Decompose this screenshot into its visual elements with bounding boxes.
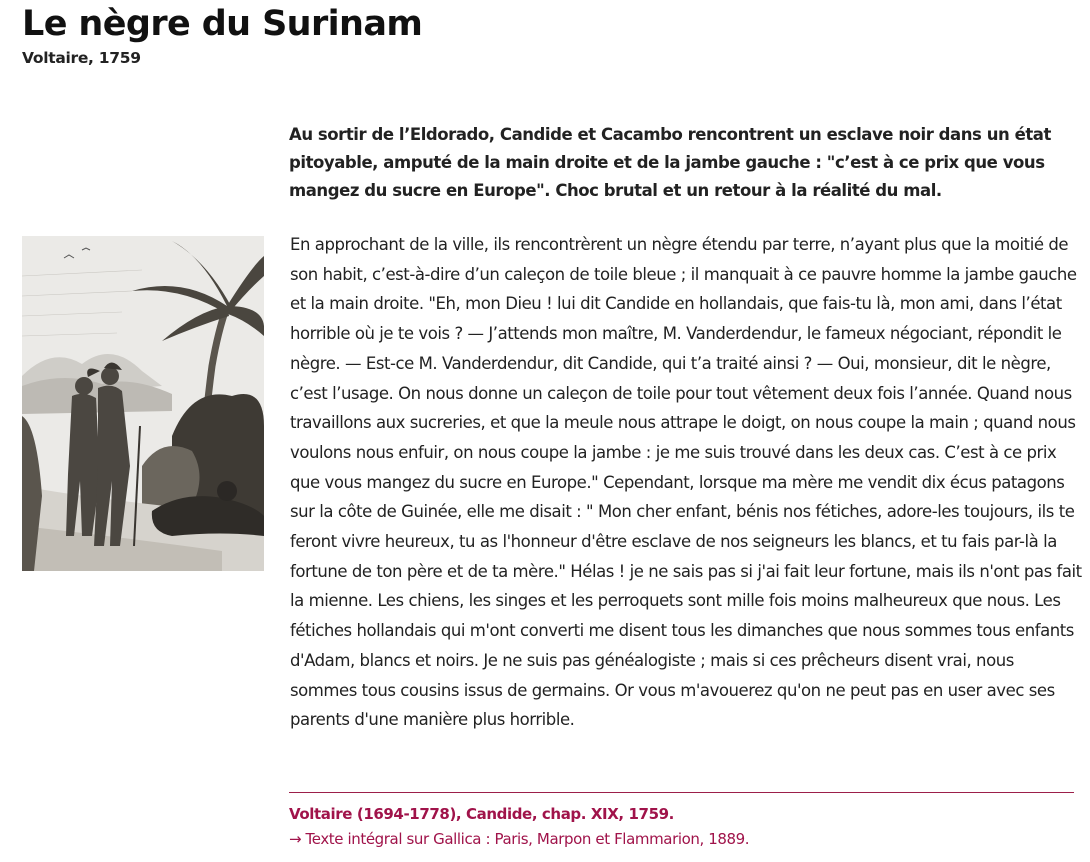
gallica-link[interactable]: → Texte intégral sur Gallica : Paris, Marpon et Flammarion, 1889. (289, 830, 750, 848)
page-title: Le nègre du Surinam (22, 4, 423, 44)
source-citation: Voltaire (1694-1778), Candide, chap. XIX, 1759. (289, 805, 674, 823)
page-subtitle: Voltaire, 1759 (22, 49, 141, 67)
engraving-image (22, 236, 264, 571)
intro-paragraph: Au sortir de l’Eldorado, Candide et Cacambo rencontrent un esclave noir dans un état pitoyable, amputé de la main droite et de la jambe gauche : "c’est à ce prix que vous mangez du sucre en Europe". Choc brutal et un retour à la réalité du mal. (289, 125, 1051, 200)
excerpt-text: En approchant de la ville, ils rencontrèrent un nègre étendu par terre, n’ayant plus que la moitié de son habit, c’est-à-dire d’un caleçon de toile bleue ; il manquait à ce pauvre homme la jambe gauche et la main droite. "Eh, mon Dieu ! lui dit Candide en hollandais, que fais-tu là, mon ami, dans l’état horrible où je te vois ? — J’attends mon maître, M. Vanderdendur, le fameux négociant, répondit le nègre. — Est-ce M. Vanderdendur, dit Candide, qui t’a traité ainsi ? — Oui, monsieur, dit le nègre, c’est l’usage. On nous donne un caleçon de toile pour tout vêtement deux fois l’année. Quand nous travaillons aux sucreries, et que la meule nous attrape le doigt, on nous coupe la main ; quand nous voulons nous enfuir, on nous coupe la jambe : je me suis trouvé dans les deux cas. C’est à ce prix que vous mangez du sucre en Europe." Cependant, lorsque ma mère me vendit dix écus patagons sur la côte de Guinée, elle me disait : " Mon cher enfant, bénis nos fétiches, adore-les toujours, ils te feront vivre heureux, tu as l'honneur d'être esclave de nos seigneurs les blancs, et tu fais par-là la fortune de ton père et de ta mère." Hélas ! je ne sais pas si j'ai fait leur fortune, mais ils n'ont pas fait la mienne. Les chiens, les singes et les perroquets sont mille fois moins malheureux que nous. Les fétiches hollandais qui m'ont converti me disent tous les dimanches que nous sommes tous enfants d'Adam, blancs et noirs. Je ne suis pas généalogiste ; mais si ces prêcheurs disent vrai, nous sommes tous cousins issus de germains. Or vous m'avouerez qu'on ne peut pas en user avec ses parents d'une manière plus horrible. (290, 235, 1082, 730)
divider (289, 792, 1074, 793)
engraving-illustration (22, 236, 264, 571)
